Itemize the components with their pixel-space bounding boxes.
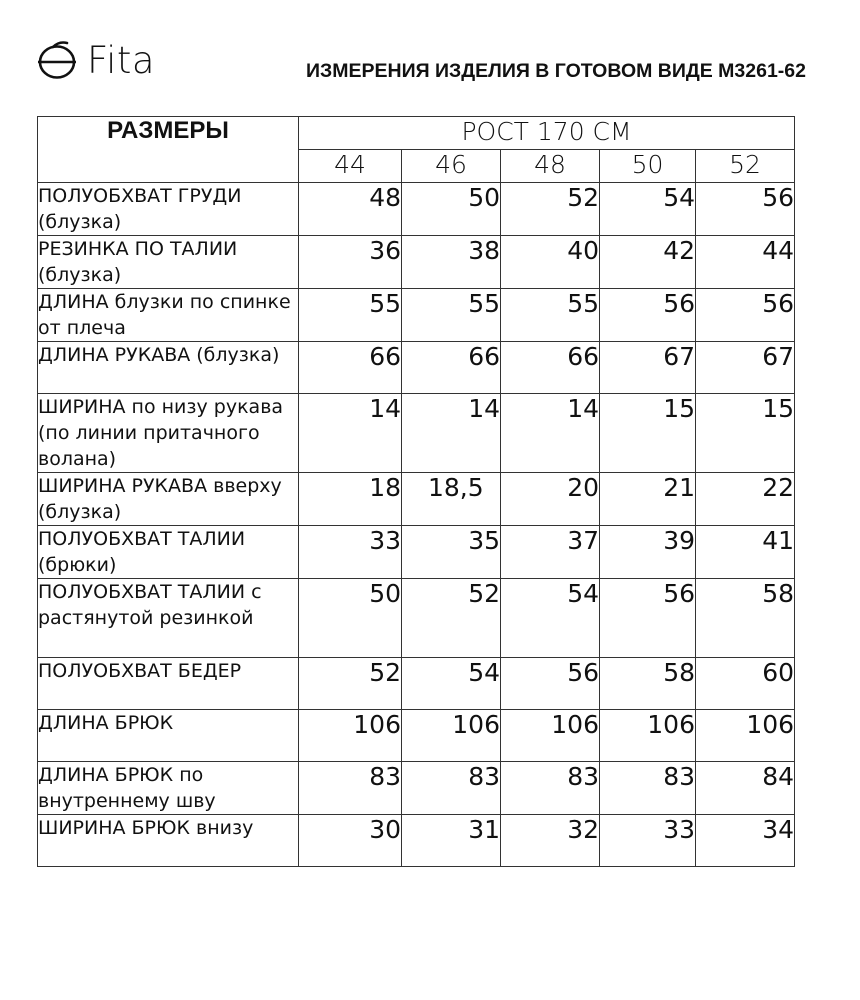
measurement-value: 83 bbox=[600, 762, 696, 815]
measurement-value: 48 bbox=[299, 183, 402, 236]
brand-logo bbox=[36, 38, 155, 82]
measurement-value: 40 bbox=[501, 236, 600, 289]
measurement-value: 52 bbox=[299, 658, 402, 710]
measurement-value: 33 bbox=[600, 815, 696, 867]
size-col-header: 50 bbox=[600, 150, 696, 183]
measurement-value: 66 bbox=[402, 342, 501, 394]
measurement-value: 31 bbox=[402, 815, 501, 867]
table-row bbox=[38, 526, 795, 579]
table-row bbox=[38, 658, 795, 710]
measurement-value: 67 bbox=[696, 342, 795, 394]
brand-name: Fita bbox=[87, 38, 156, 82]
size-col-header: 48 bbox=[501, 150, 600, 183]
measurement-value: 18 bbox=[299, 473, 402, 526]
measurement-value: 55 bbox=[402, 289, 501, 342]
measurement-value: 106 bbox=[600, 710, 696, 762]
table-row bbox=[38, 394, 795, 473]
measurement-value: 54 bbox=[402, 658, 501, 710]
measurement-value: 14 bbox=[299, 394, 402, 473]
table-row bbox=[38, 473, 795, 526]
measurement-value: 52 bbox=[501, 183, 600, 236]
measurement-value: 37 bbox=[501, 526, 600, 579]
size-col-header: 52 bbox=[696, 150, 795, 183]
measurement-value: 38 bbox=[402, 236, 501, 289]
table-body bbox=[38, 183, 795, 867]
measurement-label: ДЛИНА БРЮК по внутреннему шву bbox=[38, 762, 299, 815]
measurement-value: 60 bbox=[696, 658, 795, 710]
measurement-value: 83 bbox=[501, 762, 600, 815]
measurement-value: 15 bbox=[600, 394, 696, 473]
measurement-value: 106 bbox=[299, 710, 402, 762]
measurement-value: 44 bbox=[696, 236, 795, 289]
measurement-label: ДЛИНА БРЮК bbox=[38, 710, 299, 762]
measurement-label: ПОЛУОБХВАТ ГРУДИ (блузка) bbox=[38, 183, 299, 236]
measurement-value: 14 bbox=[501, 394, 600, 473]
size-col-header: 46 bbox=[402, 150, 501, 183]
measurement-value: 84 bbox=[696, 762, 795, 815]
measurement-label: ШИРИНА БРЮК внизу bbox=[38, 815, 299, 867]
measurement-value: 15 bbox=[696, 394, 795, 473]
measurement-value: 83 bbox=[299, 762, 402, 815]
measurement-label: ДЛИНА РУКАВА (блузка) bbox=[38, 342, 299, 394]
measurement-value: 34 bbox=[696, 815, 795, 867]
measurement-value: 106 bbox=[501, 710, 600, 762]
measurement-value: 83 bbox=[402, 762, 501, 815]
measurement-value: 18,5 bbox=[402, 473, 501, 526]
measurement-value: 56 bbox=[501, 658, 600, 710]
measurement-value: 54 bbox=[600, 183, 696, 236]
height-header: РОСТ 170 СМ bbox=[299, 117, 795, 150]
table-row bbox=[38, 710, 795, 762]
measurement-value: 106 bbox=[402, 710, 501, 762]
document-title: ИЗМЕРЕНИЯ ИЗДЕЛИЯ В ГОТОВОМ ВИДЕ М3261-62 bbox=[306, 60, 806, 82]
measurement-label: ПОЛУОБХВАТ ТАЛИИ (брюки) bbox=[38, 526, 299, 579]
measurement-value: 54 bbox=[501, 579, 600, 658]
measurement-value: 56 bbox=[696, 289, 795, 342]
measurement-value: 42 bbox=[600, 236, 696, 289]
table-row bbox=[38, 236, 795, 289]
table-row bbox=[38, 762, 795, 815]
measurement-label: ПОЛУОБХВАТ ТАЛИИ с растянутой резинкой bbox=[38, 579, 299, 658]
measurement-label: РЕЗИНКА ПО ТАЛИИ (блузка) bbox=[38, 236, 299, 289]
measurement-label: ПОЛУОБХВАТ БЕДЕР bbox=[38, 658, 299, 710]
table-row bbox=[38, 183, 795, 236]
measurement-value: 21 bbox=[600, 473, 696, 526]
measurement-value: 39 bbox=[600, 526, 696, 579]
measurement-value: 50 bbox=[299, 579, 402, 658]
measurement-value: 50 bbox=[402, 183, 501, 236]
measurement-label: ДЛИНА блузки по спинке от плеча bbox=[38, 289, 299, 342]
measurement-value: 22 bbox=[696, 473, 795, 526]
measurement-value: 32 bbox=[501, 815, 600, 867]
table-row bbox=[38, 579, 795, 658]
measurement-value: 36 bbox=[299, 236, 402, 289]
size-table bbox=[37, 116, 795, 867]
measurement-value: 41 bbox=[696, 526, 795, 579]
measurement-value: 106 bbox=[696, 710, 795, 762]
measurement-value: 20 bbox=[501, 473, 600, 526]
measurement-value: 56 bbox=[600, 289, 696, 342]
measurement-value: 30 bbox=[299, 815, 402, 867]
measurement-value: 58 bbox=[600, 658, 696, 710]
measurement-value: 66 bbox=[299, 342, 402, 394]
table-row bbox=[38, 815, 795, 867]
measurement-value: 14 bbox=[402, 394, 501, 473]
measurement-value: 58 bbox=[696, 579, 795, 658]
measurement-value: 55 bbox=[299, 289, 402, 342]
table-row bbox=[38, 342, 795, 394]
measurement-value: 56 bbox=[600, 579, 696, 658]
measurement-value: 55 bbox=[501, 289, 600, 342]
sizes-header: РАЗМЕРЫ bbox=[38, 117, 299, 183]
measurement-value: 52 bbox=[402, 579, 501, 658]
measurement-value: 35 bbox=[402, 526, 501, 579]
size-col-header: 44 bbox=[299, 150, 402, 183]
fita-logo-icon bbox=[36, 40, 80, 80]
measurement-value: 67 bbox=[600, 342, 696, 394]
table-row bbox=[38, 289, 795, 342]
measurement-value: 33 bbox=[299, 526, 402, 579]
measurement-label: ШИРИНА РУКАВА вверху (блузка) bbox=[38, 473, 299, 526]
measurement-value: 56 bbox=[696, 183, 795, 236]
measurement-value: 66 bbox=[501, 342, 600, 394]
measurement-label: ШИРИНА по низу рукава (по линии притачного волана) bbox=[38, 394, 299, 473]
